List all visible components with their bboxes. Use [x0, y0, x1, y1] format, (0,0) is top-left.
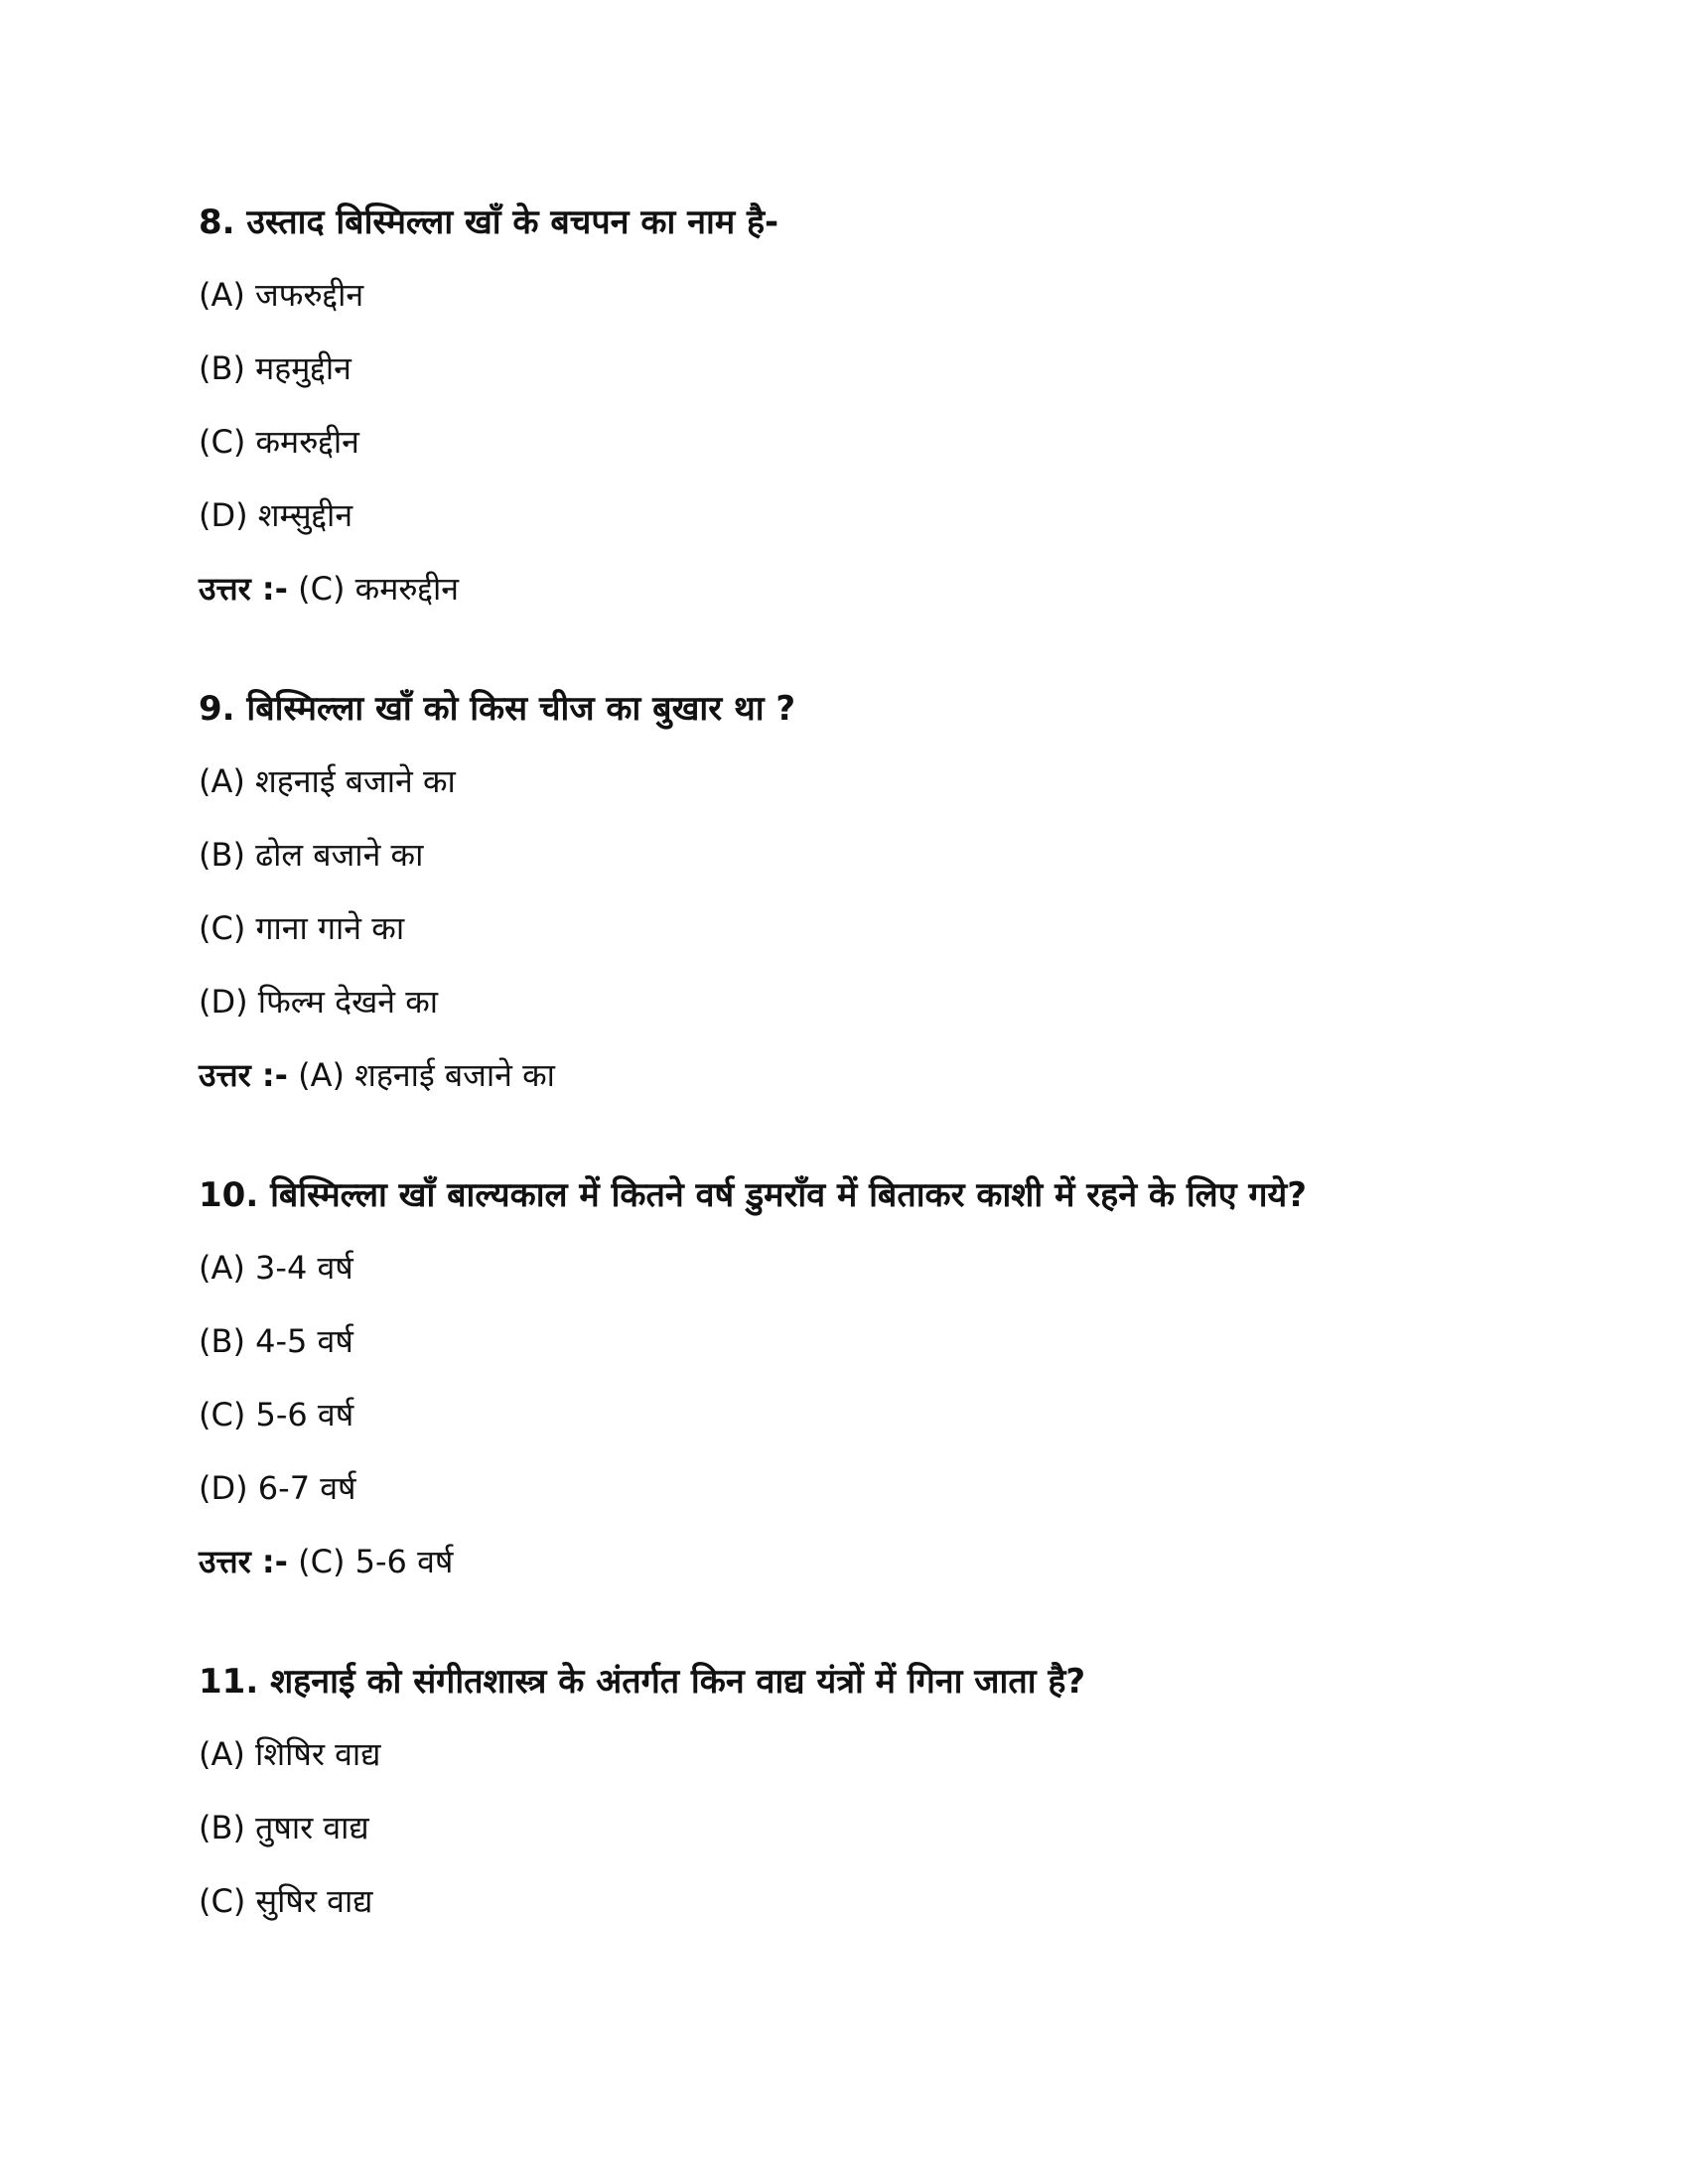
option-c: (C) सुषिर वाद्य — [199, 1882, 373, 1920]
option-c: (C) गाना गाने का — [199, 909, 405, 947]
answer-text: (A) शहनाई बजाने का — [287, 1056, 555, 1094]
option-d: (D) शम्सुद्दीन — [199, 496, 353, 534]
answer-label: उत्तर :- — [199, 1056, 288, 1094]
option-a: (A) शहनाई बजाने का — [199, 762, 456, 800]
option-a: (A) जफरुद्दीन — [199, 276, 364, 314]
option-b: (B) तुषार वाद्य — [199, 1809, 369, 1846]
option-b: (B) महमुद्दीन — [199, 349, 352, 387]
option-d: (D) 6-7 वर्ष — [199, 1469, 356, 1507]
option-c: (C) कमरुद्दीन — [199, 423, 359, 461]
option-c: (C) 5-6 वर्ष — [199, 1396, 354, 1433]
answer-text: (C) 5-6 वर्ष — [287, 1543, 454, 1580]
answer-text: (C) कमरुद्दीन — [287, 570, 460, 608]
question-title: 9. बिस्मिल्ला खाँ को किस चीज का बुखार था ? — [199, 689, 796, 729]
option-b: (B) ढोल बजाने का — [199, 836, 424, 874]
answer-line — [199, 566, 459, 612]
option-b: (B) 4-5 वर्ष — [199, 1322, 353, 1360]
answer-line — [199, 1539, 453, 1584]
answer-label: उत्तर :- — [199, 570, 288, 608]
answer-label: उत्तर :- — [199, 1543, 288, 1580]
option-a: (A) शिषिर वाद्य — [199, 1735, 381, 1773]
question-title: 11. शहनाई को संगीतशास्त्र के अंतर्गत किन वाद्य यंत्रों में गिना जाता है? — [199, 1662, 1086, 1702]
option-a: (A) 3-4 वर्ष — [199, 1249, 353, 1287]
option-d: (D) फिल्म देखने का — [199, 983, 439, 1021]
question-title: 10. बिस्मिल्ला खाँ बाल्यकाल में कितने वर्ष डुमराँव में बिताकर काशी में रहने के लिए गये? — [199, 1175, 1307, 1215]
answer-line — [199, 1052, 555, 1098]
question-title: 8. उस्ताद बिस्मिल्ला खाँ के बचपन का नाम है- — [199, 203, 779, 242]
